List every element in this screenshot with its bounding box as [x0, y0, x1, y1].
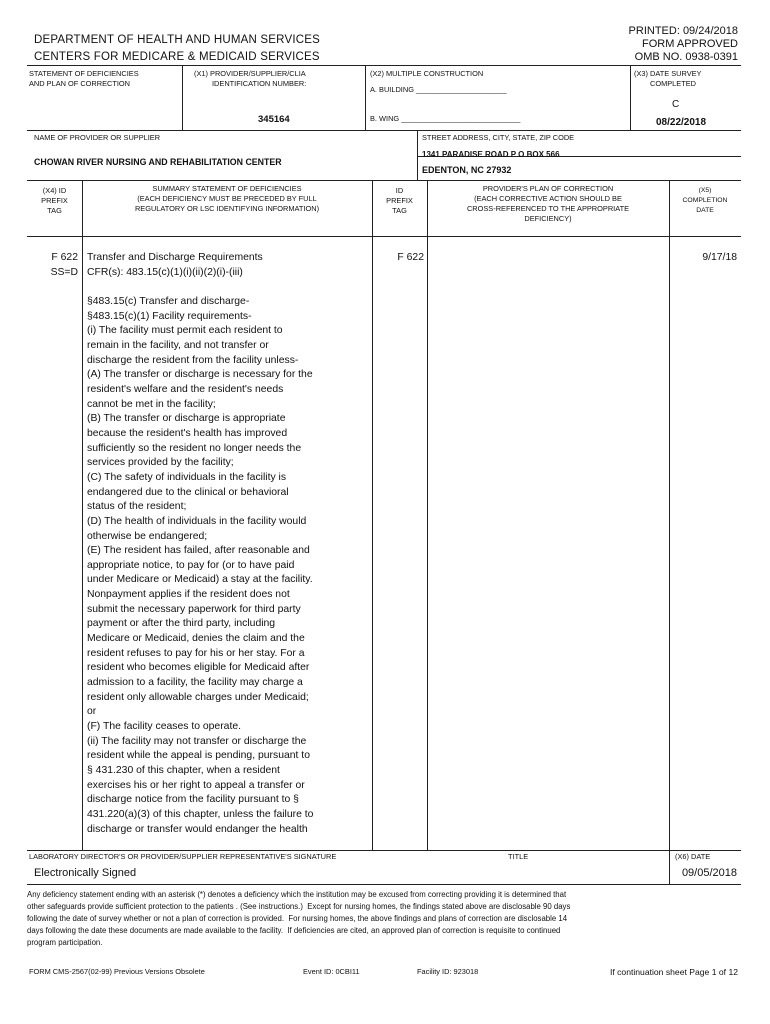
divider	[427, 180, 428, 850]
divider	[365, 65, 366, 130]
col-x4-header: (X4) ID PREFIX TAG	[41, 186, 68, 215]
col-summary-header: SUMMARY STATEMENT OF DEFICIENCIES (EACH DEFICIENCY MUST BE PRECEDED BY FULL REGULATORY OR LSC IDENTIFYING INFORMATION)	[134, 184, 320, 213]
x2-label: (X2) MULTIPLE CONSTRUCTION	[370, 69, 484, 78]
col-id-header: ID PREFIX TAG	[386, 186, 413, 215]
provider-name: CHOWAN RIVER NURSING AND REHABILITATION CENTER	[34, 157, 282, 167]
deficiency-tag: F 622	[51, 252, 78, 263]
facility-id: Facility ID: 923018	[417, 967, 479, 976]
event-id: Event ID: 0CBI11	[303, 967, 360, 976]
rule	[27, 130, 741, 131]
page-number: If continuation sheet Page 1 of 12	[609, 967, 738, 977]
rule	[27, 65, 741, 66]
deficiency-title: Transfer and Discharge Requirements	[87, 252, 263, 263]
agency-name: CENTERS FOR MEDICARE & MEDICAID SERVICES	[34, 51, 320, 63]
x3-label: COMPLETED	[650, 79, 696, 88]
divider	[82, 180, 83, 850]
x1-label: IDENTIFICATION NUMBER:	[212, 79, 307, 88]
col-x5-header: (X5) COMPLETION DATE	[682, 187, 728, 214]
statement-label: STATEMENT OF DEFICIENCIES	[29, 69, 139, 78]
rule	[27, 236, 741, 237]
signature-label: LABORATORY DIRECTOR'S OR PROVIDER/SUPPLIER REPRESENTATIVE'S SIGNATURE	[29, 852, 337, 861]
address-line: EDENTON, NC 27932	[422, 165, 512, 175]
printed-date: PRINTED: 09/24/2018	[628, 25, 738, 37]
rule	[27, 850, 741, 851]
divider	[372, 180, 373, 850]
title-label: TITLE	[508, 852, 529, 861]
col-plan-header: PROVIDER'S PLAN OF CORRECTION (EACH CORRECTIVE ACTION SHOULD BE CROSS-REFERENCED TO THE APPROPRIATE DEFICIENCY)	[466, 184, 630, 223]
scope-severity: SS=D	[50, 267, 78, 278]
form-approved: FORM APPROVED	[642, 38, 738, 50]
department-name: DEPARTMENT OF HEALTH AND HUMAN SERVICES	[34, 34, 320, 46]
divider	[182, 65, 183, 130]
x3-label: (X3) DATE SURVEY	[634, 69, 702, 78]
divider	[669, 180, 670, 850]
disclaimer: Any deficiency statement ending with an asterisk (*) denotes a deficiency which the institution may be excused from correcting providing it is determined that other safeguards provide sufficient protection to the patients . (See instructions.) Except for nursing homes, the findings stated above are disclosable 90 days following the date of survey whether or not a plan of correction is provided. For nursing homes, the above findings and plans of correction are disclosable 14 days following the date these documents are made available to the facility. If deficiencies are cited, an approved plan of correction is requisite to continued program participation.	[27, 890, 571, 947]
statement-label: AND PLAN OF CORRECTION	[29, 79, 131, 88]
omb-number: OMB NO. 0938-0391	[634, 51, 738, 63]
signature-date: 09/05/2018	[681, 867, 737, 879]
signature-value: Electronically Signed	[34, 867, 137, 879]
form-number: FORM CMS-2567(02-99) Previous Versions Obsolete	[29, 967, 205, 976]
rule	[27, 180, 741, 181]
x1-label: (X1) PROVIDER/SUPPLIER/CLIA	[194, 69, 306, 78]
divider	[417, 130, 418, 180]
address-line: 1341 PARADISE ROAD P O BOX 566	[422, 150, 560, 159]
building-label: A. BUILDING ______________________	[370, 85, 507, 94]
rule	[27, 884, 741, 885]
plan-tag: F 622	[397, 252, 424, 263]
address-label: STREET ADDRESS, CITY, STATE, ZIP CODE	[422, 133, 575, 142]
survey-code: C	[672, 99, 680, 110]
completion-date: 9/17/18	[702, 252, 737, 263]
provider-name-label: NAME OF PROVIDER OR SUPPLIER	[34, 133, 161, 142]
deficiency-text: §483.15(c) Transfer and discharge- §483.15(c)(1) Facility requirements- (i) The facility must permit each resident to remain in the facility, and not transfer or discharge the resident from the facility unless- (A) The transfer or discharge is necessary for the resident's welfare and the resident's needs cannot be met in the facility; (B) The transfer or discharge is appropriate because the resident's health has improved sufficiently so the resident no longer needs the services provided by the facility; (C) The safety of individuals in the facility is endangered due to the clinical or behavioral status of the resident; (D) The health of individuals in the facility would otherwise be endangered; (E) The resident has failed, after reasonable and appropriate notice, to pay for (or to have paid under Medicare or Medicaid) a stay at the facility. Nonpayment applies if the resident does not submit the necessary paperwork for third party payment or after the third party, including Medicare or Medicaid, denies the claim and the resident refuses to pay for his or her stay. For a resident who becomes eligible for Medicaid after admission to a facility, the facility may charge a resident only allowable charges under Medicaid; or (F) The facility ceases to operate. (ii) The facility may not transfer or discharge the resident while the appeal is pending, pursuant to § 431.230 of this chapter, when a resident exercises his or her right to appeal a transfer or discharge notice from the facility pursuant to § 431.220(a)(3) of this chapter, unless the failure to discharge or transfer would endanger the health	[87, 296, 314, 835]
wing-label: B. WING _____________________________	[370, 114, 521, 123]
survey-date: 08/22/2018	[656, 117, 707, 128]
date-label: (X6) DATE	[675, 852, 711, 861]
divider	[630, 65, 631, 130]
provider-id: 345164	[258, 114, 290, 125]
deficiency-cfr: CFR(s): 483.15(c)(1)(i)(ii)(2)(i)-(iii)	[87, 267, 243, 278]
